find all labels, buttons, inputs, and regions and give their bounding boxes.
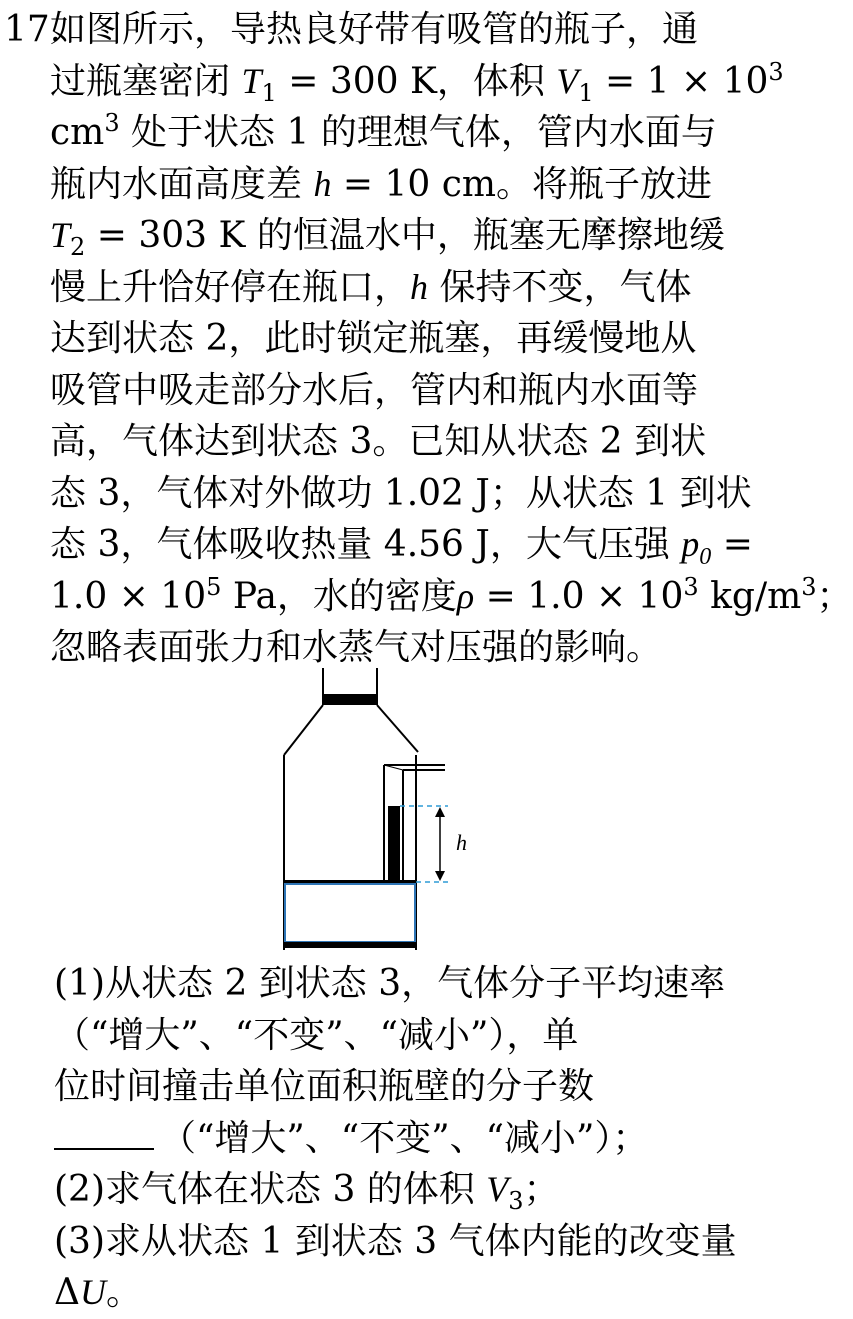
stem-text: 3 — [801, 572, 817, 601]
subquestion-text: Δ — [54, 1272, 80, 1313]
stem-text: = 1.0 × 10 — [474, 575, 684, 617]
stem-line — [50, 262, 760, 314]
stem-text: V — [556, 60, 579, 101]
stem-line — [50, 468, 760, 520]
stem-text: 3 — [104, 109, 120, 137]
stem-line — [50, 519, 760, 571]
subquestion-line — [54, 1061, 759, 1113]
subquestion-text: （“增大”、“不变”、“减小”），单 — [54, 1014, 579, 1056]
stem-text: 0 — [699, 544, 712, 571]
h-arrow-down-head — [435, 871, 445, 881]
subquestion-text: (1)从状态 2 到状态 3，气体分子平均速率 — [54, 963, 726, 1004]
bottle-bottom — [284, 942, 416, 948]
stem-text: = 10 cm。将瓶子放进 — [331, 163, 713, 205]
stem-text: 如图所示，导热良好带有吸管的瓶子，通 — [50, 9, 699, 50]
subquestion-text: (3)求从状态 1 到状态 3 气体内能的改变量 — [54, 1220, 737, 1262]
bottle-diagram — [270, 660, 470, 960]
bottle-water — [285, 884, 415, 942]
stem-text: = — [711, 524, 753, 565]
stem-text: p — [681, 524, 700, 564]
stem-text: ρ — [456, 575, 475, 616]
stem-text: 瓶内水面高度差 — [50, 163, 314, 205]
stem-text: 1.0 × 10 — [50, 575, 207, 617]
stem-text: Pa，水的密度 — [221, 575, 457, 617]
stem-line — [50, 571, 853, 623]
stem-text: 高，气体达到状态 3。已知从状态 2 到状 — [50, 421, 707, 462]
straw-water-column — [388, 806, 400, 882]
stem-text: 态 3，气体吸收热量 4.56 J，大气压强 — [50, 524, 682, 565]
stem-text: 态 3，气体对外做功 1.02 J；从状态 1 到状 — [50, 472, 752, 514]
subquestion-text: V — [486, 1169, 509, 1209]
stem-text: T — [241, 60, 262, 101]
stem-text: = 1 × 10 — [593, 60, 769, 102]
subquestion-line — [54, 1010, 759, 1062]
stem-text: 过瓶塞密闭 — [50, 60, 242, 102]
stem-line — [50, 4, 760, 56]
subquestion-text: 位时间撞击单位面积瓶壁的分子数 — [54, 1066, 595, 1107]
stem-text: ； — [816, 575, 853, 617]
stem-text: 3 — [768, 57, 784, 86]
stem-text: 1 — [261, 78, 277, 107]
subquestion-text: U — [80, 1272, 106, 1312]
stem-text: 处于状态 1 的理想气体，管内水面与 — [119, 112, 717, 153]
subquestion-text: （“增大”、“不变”、“减小”）； — [160, 1117, 649, 1159]
stem-text: 吸管中吸走部分水后，管内和瓶内水面等 — [50, 369, 699, 411]
stem-text: 5 — [206, 572, 222, 601]
stem-line — [50, 159, 760, 211]
answer-blank[interactable] — [54, 1116, 154, 1150]
stem-text: cm — [50, 112, 105, 153]
stopper — [323, 694, 377, 705]
subquestion-line — [54, 1164, 759, 1216]
stem-text: 忽略表面张力和水蒸气对压强的影响。 — [50, 627, 663, 668]
stem-text: 2 — [70, 233, 86, 262]
stem-line — [50, 210, 760, 262]
stem-line — [50, 313, 760, 365]
subquestion-line — [54, 1267, 759, 1319]
stem-line — [50, 416, 760, 468]
stem-text: = 303 K 的恒温水中，瓶塞无摩擦地缓 — [85, 215, 725, 256]
stem-text: h — [313, 163, 332, 204]
stem-text: = 300 K，体积 — [276, 60, 557, 102]
shoulder-left — [284, 705, 323, 755]
subquestion-text: 。 — [106, 1272, 143, 1313]
stem-text: kg/m — [698, 575, 802, 617]
stem-line — [50, 365, 760, 417]
subquestion-line — [54, 958, 759, 1010]
stem-text: 达到状态 2，此时锁定瓶塞，再缓慢地从 — [50, 318, 697, 359]
subquestion-text: ； — [523, 1169, 560, 1210]
stem-line — [50, 107, 760, 159]
stem-text: 保持不变，气体 — [428, 266, 692, 308]
stem-text: 1 — [578, 78, 594, 107]
subquestion-line — [54, 1113, 759, 1165]
shoulder-right — [377, 705, 418, 752]
subquestion-text: (2)求气体在状态 3 的体积 — [54, 1169, 487, 1210]
stem-text: h — [410, 266, 429, 307]
stem-text: 3 — [683, 572, 699, 601]
question-stem — [50, 4, 853, 674]
stem-text: T — [50, 215, 71, 255]
subquestion-line — [54, 1216, 759, 1268]
subquestion-text: 3 — [508, 1187, 524, 1216]
h-label: h — [456, 830, 467, 855]
question-number: 17. — [4, 9, 62, 50]
h-arrow-up-head — [435, 807, 445, 817]
stem-line — [50, 56, 784, 108]
stem-text: 慢上升恰好停在瓶口， — [50, 266, 411, 308]
subquestions — [54, 958, 759, 1319]
